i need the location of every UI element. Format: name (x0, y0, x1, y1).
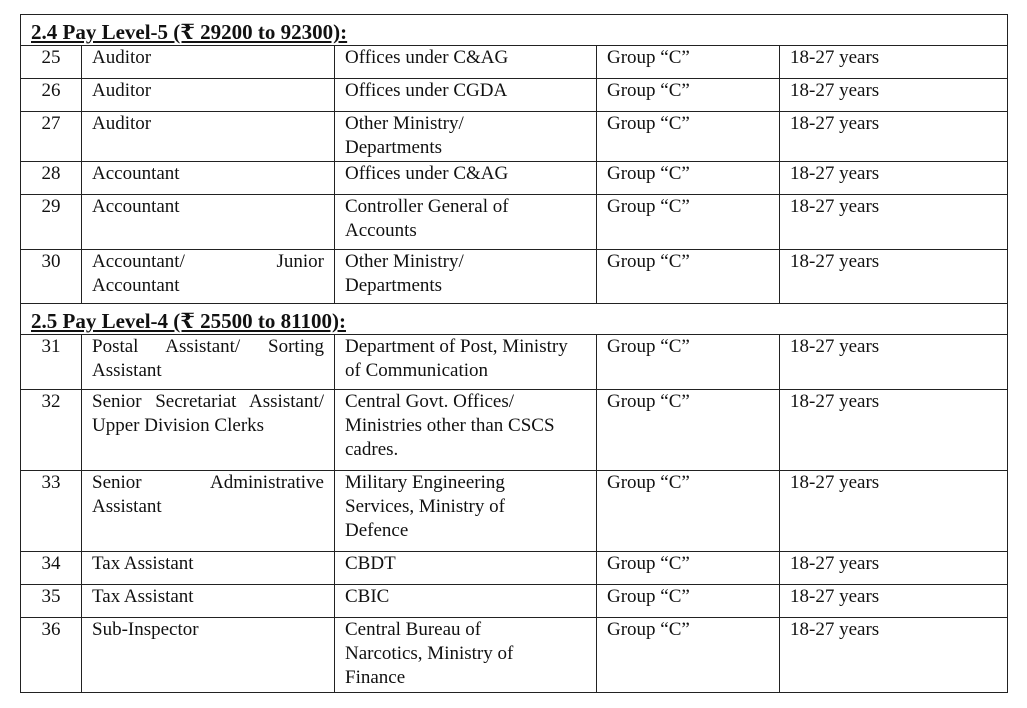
pay-level-table (20, 14, 1008, 693)
office-name: Controller General of Accounts (335, 195, 597, 250)
office-name: CBIC (335, 585, 597, 618)
age-limit: 18-27 years (780, 112, 1008, 162)
post-name: Senior Administrative Assistant (82, 471, 335, 552)
post-name: Auditor (82, 46, 335, 79)
office-name: CBDT (335, 552, 597, 585)
group-name: Group “C” (597, 46, 780, 79)
row-number: 25 (21, 46, 82, 79)
post-name: Accountant/ Junior Accountant (82, 250, 335, 304)
age-limit: 18-27 years (780, 195, 1008, 250)
age-limit: 18-27 years (780, 471, 1008, 552)
office-name: Central Govt. Offices/ Ministries other than CSCS cadres. (335, 390, 597, 471)
age-limit: 18-27 years (780, 335, 1008, 390)
section-header-row (21, 15, 1008, 46)
group-name: Group “C” (597, 195, 780, 250)
row-number: 34 (21, 552, 82, 585)
office-name: Offices under C&AG (335, 162, 597, 195)
group-name: Group “C” (597, 162, 780, 195)
row-number: 26 (21, 79, 82, 112)
age-limit: 18-27 years (780, 79, 1008, 112)
group-name: Group “C” (597, 112, 780, 162)
table-row (21, 390, 1008, 471)
office-name: Other Ministry/ Departments (335, 250, 597, 304)
group-name: Group “C” (597, 585, 780, 618)
age-limit: 18-27 years (780, 618, 1008, 693)
post-name: Postal Assistant/ Sorting Assistant (82, 335, 335, 390)
table-row (21, 585, 1008, 618)
table-row (21, 162, 1008, 195)
age-limit: 18-27 years (780, 585, 1008, 618)
age-limit: 18-27 years (780, 46, 1008, 79)
group-name: Group “C” (597, 79, 780, 112)
table-row (21, 46, 1008, 79)
post-name: Accountant (82, 195, 335, 250)
row-number: 33 (21, 471, 82, 552)
group-name: Group “C” (597, 552, 780, 585)
table-row (21, 79, 1008, 112)
table-row (21, 552, 1008, 585)
table-row (21, 112, 1008, 162)
post-name: Auditor (82, 112, 335, 162)
office-name: Central Bureau of Narcotics, Ministry of Finance (335, 618, 597, 693)
table-row (21, 335, 1008, 390)
table-row (21, 471, 1008, 552)
row-number: 32 (21, 390, 82, 471)
row-number: 28 (21, 162, 82, 195)
row-number: 31 (21, 335, 82, 390)
group-name: Group “C” (597, 335, 780, 390)
section-title: 2.4 Pay Level-5 (₹ 29200 to 92300): (21, 15, 1008, 46)
post-name: Auditor (82, 79, 335, 112)
group-name: Group “C” (597, 618, 780, 693)
row-number: 30 (21, 250, 82, 304)
table-row (21, 618, 1008, 693)
age-limit: 18-27 years (780, 390, 1008, 471)
post-name: Tax Assistant (82, 552, 335, 585)
office-name: Military Engineering Services, Ministry of Defence (335, 471, 597, 552)
post-name: Accountant (82, 162, 335, 195)
section-header-row (21, 304, 1008, 335)
row-number: 35 (21, 585, 82, 618)
office-name: Offices under C&AG (335, 46, 597, 79)
age-limit: 18-27 years (780, 250, 1008, 304)
table-row (21, 250, 1008, 304)
group-name: Group “C” (597, 390, 780, 471)
group-name: Group “C” (597, 471, 780, 552)
post-name: Senior Secretariat Assistant/ Upper Division Clerks (82, 390, 335, 471)
office-name: Offices under CGDA (335, 79, 597, 112)
post-name: Tax Assistant (82, 585, 335, 618)
age-limit: 18-27 years (780, 162, 1008, 195)
table-row (21, 195, 1008, 250)
office-name: Department of Post, Ministry of Communication (335, 335, 597, 390)
age-limit: 18-27 years (780, 552, 1008, 585)
group-name: Group “C” (597, 250, 780, 304)
post-name: Sub-Inspector (82, 618, 335, 693)
office-name: Other Ministry/ Departments (335, 112, 597, 162)
row-number: 29 (21, 195, 82, 250)
section-title: 2.5 Pay Level-4 (₹ 25500 to 81100): (21, 304, 1008, 335)
row-number: 36 (21, 618, 82, 693)
row-number: 27 (21, 112, 82, 162)
